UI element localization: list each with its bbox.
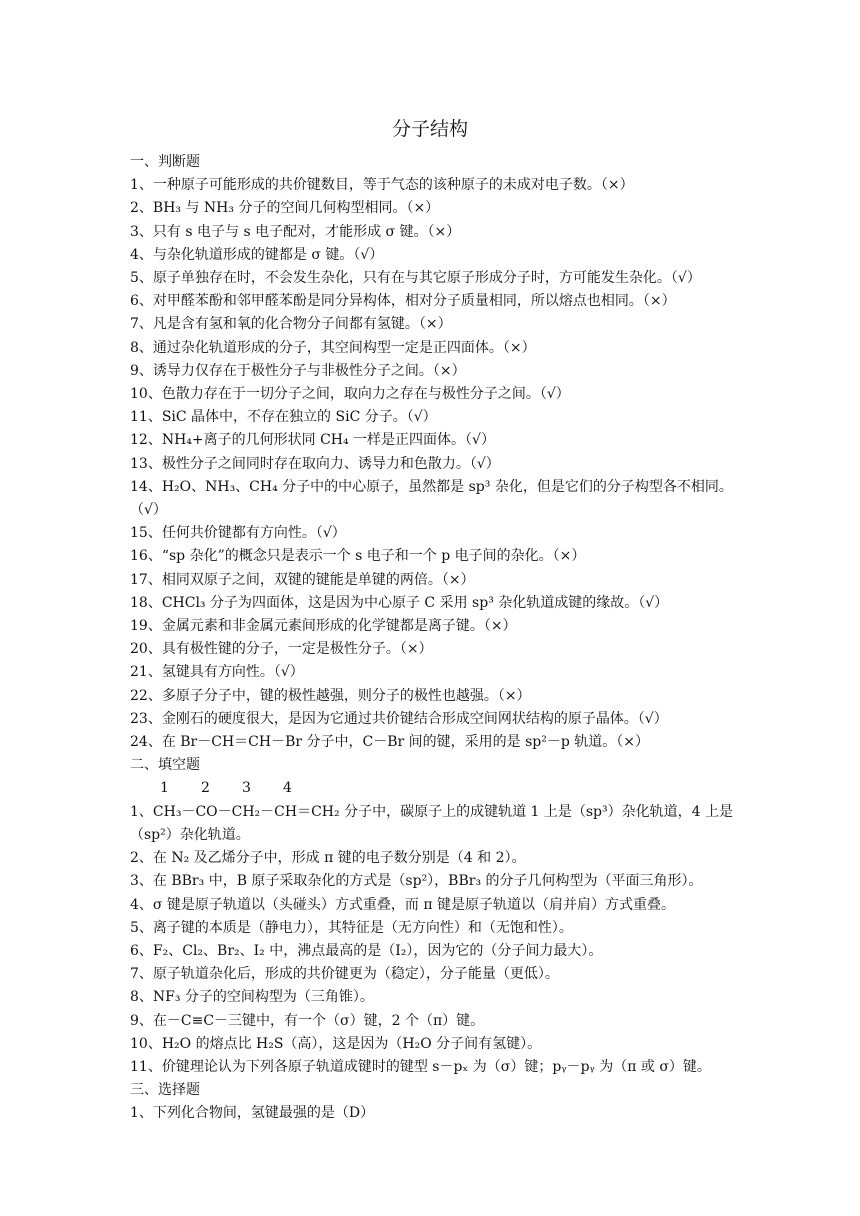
judgement-item: 12、NH₄+离子的几何形状同 CH₄ 一样是正四面体。（√） bbox=[130, 432, 495, 449]
carbon-number: 2 bbox=[201, 780, 210, 797]
fill-blank-item: 5、离子键的本质是（静电力），其特征是（无方向性）和（无饱和性）。 bbox=[130, 919, 573, 936]
judgement-item: 21、氢键具有方向性。（√） bbox=[130, 664, 304, 681]
judgement-item: 17、相同双原子之间，双键的键能是单键的两倍。（×） bbox=[130, 571, 475, 588]
section-heading-judgement: 一、判断题 bbox=[130, 154, 200, 170]
judgement-item: 19、金属元素和非金属元素间形成的化学键都是离子键。（×） bbox=[130, 618, 517, 635]
carbon-number: 1 bbox=[160, 780, 169, 797]
judgement-item: 20、具有极性键的分子，一定是极性分子。（×） bbox=[130, 641, 433, 658]
judgement-item: 7、凡是含有氢和氧的化合物分子间都有氢键。（×） bbox=[130, 316, 452, 333]
fill-blank-item: 10、H₂O 的熔点比 H₂S（高），这是因为（H₂O 分子间有氢键）。 bbox=[130, 1035, 542, 1052]
fill-blank-item: 8、NF₃ 分子的空间构型为（三角锥）。 bbox=[130, 989, 374, 1006]
fill-blank-item: 11、价键理论认为下列各原子轨道成键时的键型 s－pₓ 为（σ）键；pᵧ－pᵧ 为（π 或 σ）键。 bbox=[130, 1058, 711, 1075]
carbon-number: 4 bbox=[283, 780, 292, 797]
fill-blank-item: 3、在 BBr₃ 中，B 原子采取杂化的方式是（sp²），BBr₃ 的分子几何构型为（平面三角形）。 bbox=[130, 873, 703, 890]
judgement-item: 14、H₂O、NH₃、CH₄ 分子中的中心原子，虽然都是 sp³ 杂化，但是它们的分子构型各不相同。（√） bbox=[130, 478, 733, 519]
judgement-item: 24、在 Br－CH＝CH－Br 分子中，C－Br 间的键，采用的是 sp²－p 轨道。（×） bbox=[130, 734, 650, 751]
judgement-item: 16、“sp 杂化”的概念只是表示一个 s 电子和一个 p 电子间的杂化。（×） bbox=[130, 548, 586, 565]
judgement-item: 5、原子单独存在时，不会发生杂化，只有在与其它原子形成分子时，方可能发生杂化。（√） bbox=[130, 270, 701, 287]
fill-blank-item: 9、在－C≡C－三键中，有一个（σ）键，2 个（π）键。 bbox=[130, 1012, 485, 1029]
section-heading-fill-blank: 二、填空题 bbox=[130, 757, 200, 774]
fill-blank-item: 2、在 N₂ 及乙烯分子中，形成 π 键的电子数分别是（4 和 2）。 bbox=[130, 850, 526, 867]
judgement-item: 10、色散力存在于一切分子之间，取向力之存在与极性分子之间。（√） bbox=[130, 386, 570, 403]
judgement-item: 23、金刚石的硬度很大，是因为它通过共价键结合形成空间网状结构的原子晶体。（√） bbox=[130, 710, 668, 727]
judgement-item: 9、诱导力仅存在于极性分子与非极性分子之间。（×） bbox=[130, 362, 466, 379]
document-body bbox=[130, 151, 740, 1126]
carbon-position-numbers bbox=[130, 777, 740, 800]
fill-blank-item: 1、CH₃－CO－CH₂－CH＝CH₂ 分子中，碳原子上的成键轨道 1 上是（sp³）杂化轨道，4 上是（sp²）杂化轨道。 bbox=[130, 803, 733, 843]
judgement-item: 3、只有 s 电子与 s 电子配对，才能形成 σ 键。（×） bbox=[130, 223, 461, 240]
judgement-item: 13、极性分子之间同时存在取向力、诱导力和色散力。（√） bbox=[130, 455, 500, 472]
page-title: 分子结构 bbox=[391, 118, 468, 140]
choice-item: 1、下列化合物间，氢键最强的是（D） bbox=[130, 1105, 375, 1122]
judgement-item: 4、与杂化轨道形成的键都是 σ 键。（√） bbox=[130, 246, 384, 263]
section-heading-choice: 三、选择题 bbox=[130, 1082, 200, 1099]
judgement-item: 18、CHCl₃ 分子为四面体，这是因为中心原子 C 采用 sp³ 杂化轨道成键的缘故。（√） bbox=[130, 594, 669, 611]
judgement-item: 1、一种原子可能形成的共价键数目，等于气态的该种原子的未成对电子数。（×） bbox=[130, 177, 634, 194]
judgement-item: 8、通过杂化轨道形成的分子，其空间构型一定是正四面体。（×） bbox=[130, 339, 536, 356]
judgement-item: 22、多原子分子中，键的极性越强，则分子的极性也越强。（×） bbox=[130, 687, 531, 704]
judgement-item: 2、BH₃ 与 NH₃ 分子的空间几何构型相同。（×） bbox=[130, 200, 440, 217]
judgement-item: 6、对甲醛苯酚和邻甲醛苯酚是同分异构体，相对分子质量相同，所以熔点也相同。（×） bbox=[130, 293, 676, 310]
fill-blank-item: 6、F₂、Cl₂、Br₂、I₂ 中，沸点最高的是（I₂），因为它的（分子间力最大）。 bbox=[130, 942, 603, 959]
fill-blank-item: 7、原子轨道杂化后，形成的共价键更为（稳定），分子能量（更低）。 bbox=[130, 966, 559, 983]
judgement-item: 11、SiC 晶体中，不存在独立的 SiC 分子。（√） bbox=[130, 409, 437, 426]
judgement-item: 15、任何共价键都有方向性。（√） bbox=[130, 525, 346, 542]
carbon-number: 3 bbox=[242, 780, 251, 797]
fill-blank-item: 4、σ 键是原子轨道以（头碰头）方式重叠，而 π 键是原子轨道以（肩并肩）方式重叠。 bbox=[130, 896, 676, 913]
